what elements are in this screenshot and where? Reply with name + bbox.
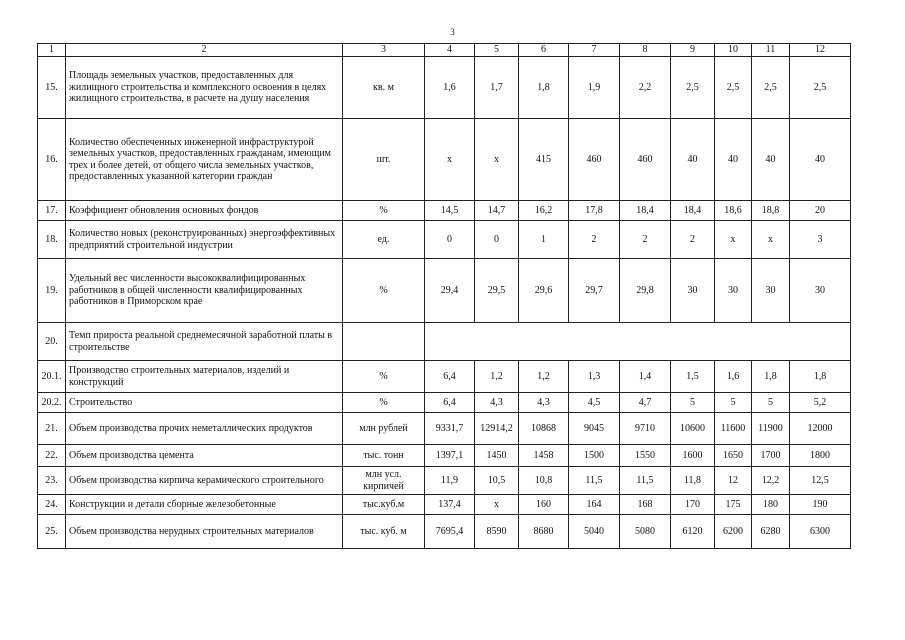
value-cell: 10600 xyxy=(671,413,715,445)
value-cell: 1550 xyxy=(620,445,671,467)
value-cell: 2,5 xyxy=(715,57,752,119)
value-cell: 3 xyxy=(790,221,851,259)
value-cell: 10,5 xyxy=(475,467,519,495)
value-cell: 160 xyxy=(519,495,569,515)
table-row xyxy=(38,323,851,361)
row-number: 25. xyxy=(38,515,66,549)
table-row xyxy=(38,259,851,323)
value-cell: х xyxy=(715,221,752,259)
value-cell: 2 xyxy=(671,221,715,259)
value-cell: 6300 xyxy=(790,515,851,549)
header-cell: 9 xyxy=(671,44,715,57)
value-cell: 40 xyxy=(790,119,851,201)
value-cell: 175 xyxy=(715,495,752,515)
value-cell: 16,2 xyxy=(519,201,569,221)
value-cell: 11,8 xyxy=(671,467,715,495)
value-cell: 11,5 xyxy=(569,467,620,495)
indicator-name: Конструкции и детали сборные железобетонные xyxy=(66,495,343,515)
row-number: 15. xyxy=(38,57,66,119)
indicator-name: Темп прироста реальной среднемесячной заработной платы в строительстве xyxy=(66,323,343,361)
unit-cell: шт. xyxy=(343,119,425,201)
value-cell: 5 xyxy=(715,393,752,413)
value-cell: 29,6 xyxy=(519,259,569,323)
table-row xyxy=(38,445,851,467)
unit-cell: кв. м xyxy=(343,57,425,119)
row-number: 17. xyxy=(38,201,66,221)
value-cell: 12 xyxy=(715,467,752,495)
value-cell: 1800 xyxy=(790,445,851,467)
header-cell: 5 xyxy=(475,44,519,57)
indicator-name: Объем производства кирпича керамического строительного xyxy=(66,467,343,495)
value-cell: 1,8 xyxy=(752,361,790,393)
value-cell: 2,5 xyxy=(790,57,851,119)
header-row xyxy=(38,44,851,57)
value-cell: 29,8 xyxy=(620,259,671,323)
value-cell: 8680 xyxy=(519,515,569,549)
value-cell: 415 xyxy=(519,119,569,201)
value-cell: 2 xyxy=(620,221,671,259)
value-cell: 18,4 xyxy=(620,201,671,221)
value-cell: х xyxy=(475,495,519,515)
value-cell: 1,3 xyxy=(569,361,620,393)
row-number: 19. xyxy=(38,259,66,323)
value-cell: 5080 xyxy=(620,515,671,549)
value-cell: 12,5 xyxy=(790,467,851,495)
value-cell: 190 xyxy=(790,495,851,515)
value-cell: 1,8 xyxy=(790,361,851,393)
value-cell: 6,4 xyxy=(425,393,475,413)
value-cell: 20 xyxy=(790,201,851,221)
value-cell: 170 xyxy=(671,495,715,515)
indicator-name: Количество обеспеченных инженерной инфраструктурой земельных участков, предоставленных гражданам, имеющим трех и более детей, от общего числа земельных участков, предоставленных указанной категории граждан xyxy=(66,119,343,201)
value-cell: 6200 xyxy=(715,515,752,549)
header-cell: 12 xyxy=(790,44,851,57)
value-cell: 460 xyxy=(569,119,620,201)
table-row xyxy=(38,201,851,221)
value-cell: 1,7 xyxy=(475,57,519,119)
table-row xyxy=(38,467,851,495)
row-number: 18. xyxy=(38,221,66,259)
value-cell: 2,5 xyxy=(752,57,790,119)
value-cell: 30 xyxy=(715,259,752,323)
table-row xyxy=(38,119,851,201)
unit-cell: тыс.куб.м xyxy=(343,495,425,515)
value-cell: 5040 xyxy=(569,515,620,549)
value-cell: 11,9 xyxy=(425,467,475,495)
value-cell: 460 xyxy=(620,119,671,201)
value-cell: 4,3 xyxy=(519,393,569,413)
row-number: 21. xyxy=(38,413,66,445)
value-cell: 12914,2 xyxy=(475,413,519,445)
value-cell: 17,8 xyxy=(569,201,620,221)
value-cell: 14,5 xyxy=(425,201,475,221)
unit-cell xyxy=(343,323,425,361)
value-cell: 1,4 xyxy=(620,361,671,393)
table-row xyxy=(38,361,851,393)
value-cell: 2,5 xyxy=(671,57,715,119)
indicator-name: Коэффициент обновления основных фондов xyxy=(66,201,343,221)
header-cell: 11 xyxy=(752,44,790,57)
row-number: 20. xyxy=(38,323,66,361)
indicator-name: Объем производства прочих неметаллических продуктов xyxy=(66,413,343,445)
value-cell: 6280 xyxy=(752,515,790,549)
value-cell: 14,7 xyxy=(475,201,519,221)
header-cell: 3 xyxy=(343,44,425,57)
value-cell: 4,3 xyxy=(475,393,519,413)
unit-cell: % xyxy=(343,201,425,221)
value-cell: 11,5 xyxy=(620,467,671,495)
indicator-name: Удельный вес численности высококвалифицированных работников в общей численности квалифицированных работников в Приморском крае xyxy=(66,259,343,323)
value-cell: 1458 xyxy=(519,445,569,467)
value-cell: 40 xyxy=(752,119,790,201)
value-cell: 137,4 xyxy=(425,495,475,515)
value-cell: 1,8 xyxy=(519,57,569,119)
header-cell: 7 xyxy=(569,44,620,57)
unit-cell: % xyxy=(343,259,425,323)
value-cell: 18,6 xyxy=(715,201,752,221)
header-cell: 6 xyxy=(519,44,569,57)
value-cell: 12,2 xyxy=(752,467,790,495)
value-cell: 1450 xyxy=(475,445,519,467)
table-row xyxy=(38,393,851,413)
header-cell: 2 xyxy=(66,44,343,57)
value-cell: 9710 xyxy=(620,413,671,445)
value-cell: 1 xyxy=(519,221,569,259)
table-row xyxy=(38,221,851,259)
value-cell: 29,7 xyxy=(569,259,620,323)
value-cell: 30 xyxy=(752,259,790,323)
indicator-name: Производство строительных материалов, изделий и конструкций xyxy=(66,361,343,393)
unit-cell: млн усл. кирпичей xyxy=(343,467,425,495)
indicator-name: Количество новых (реконструированных) энергоэффективных предприятий строительной индустрии xyxy=(66,221,343,259)
value-cell: 1600 xyxy=(671,445,715,467)
value-cell: 40 xyxy=(715,119,752,201)
value-cell: 8590 xyxy=(475,515,519,549)
unit-cell: % xyxy=(343,361,425,393)
empty-values-cell xyxy=(425,323,851,361)
indicator-name: Строительство xyxy=(66,393,343,413)
value-cell: 11600 xyxy=(715,413,752,445)
value-cell: 164 xyxy=(569,495,620,515)
header-cell: 4 xyxy=(425,44,475,57)
indicator-name: Объем производства нерудных строительных материалов xyxy=(66,515,343,549)
value-cell: 30 xyxy=(671,259,715,323)
value-cell: 10868 xyxy=(519,413,569,445)
value-cell: 1650 xyxy=(715,445,752,467)
table-row xyxy=(38,57,851,119)
row-number: 20.2. xyxy=(38,393,66,413)
value-cell: 1700 xyxy=(752,445,790,467)
value-cell: 5,2 xyxy=(790,393,851,413)
value-cell: 168 xyxy=(620,495,671,515)
value-cell: х xyxy=(475,119,519,201)
value-cell: 1,6 xyxy=(715,361,752,393)
value-cell: 1500 xyxy=(569,445,620,467)
value-cell: 1,6 xyxy=(425,57,475,119)
header-cell: 8 xyxy=(620,44,671,57)
value-cell: 0 xyxy=(475,221,519,259)
table-row xyxy=(38,413,851,445)
value-cell: х xyxy=(425,119,475,201)
row-number: 22. xyxy=(38,445,66,467)
value-cell: 1,9 xyxy=(569,57,620,119)
value-cell: 1,2 xyxy=(475,361,519,393)
unit-cell: млн рублей xyxy=(343,413,425,445)
value-cell: 10,8 xyxy=(519,467,569,495)
value-cell: 5 xyxy=(752,393,790,413)
table-row xyxy=(38,495,851,515)
value-cell: 1397,1 xyxy=(425,445,475,467)
indicator-name: Объем производства цемента xyxy=(66,445,343,467)
value-cell: 4,5 xyxy=(569,393,620,413)
unit-cell: ед. xyxy=(343,221,425,259)
value-cell: 9045 xyxy=(569,413,620,445)
value-cell: 18,4 xyxy=(671,201,715,221)
value-cell: 40 xyxy=(671,119,715,201)
row-number: 16. xyxy=(38,119,66,201)
indicator-name: Площадь земельных участков, предоставленных для жилищного строительства и комплексного освоения в целях жилищного строительства, в расчете на душу населения xyxy=(66,57,343,119)
value-cell: 1,2 xyxy=(519,361,569,393)
value-cell: 18,8 xyxy=(752,201,790,221)
value-cell: 9331,7 xyxy=(425,413,475,445)
unit-cell: тыс. тонн xyxy=(343,445,425,467)
value-cell: 2 xyxy=(569,221,620,259)
unit-cell: тыс. куб. м xyxy=(343,515,425,549)
value-cell: 30 xyxy=(790,259,851,323)
header-cell: 1 xyxy=(38,44,66,57)
value-cell: 12000 xyxy=(790,413,851,445)
value-cell: 6120 xyxy=(671,515,715,549)
row-number: 24. xyxy=(38,495,66,515)
page-number: 3 xyxy=(450,27,455,37)
row-number: 20.1. xyxy=(38,361,66,393)
value-cell: 5 xyxy=(671,393,715,413)
value-cell: 29,4 xyxy=(425,259,475,323)
value-cell: 1,5 xyxy=(671,361,715,393)
unit-cell: % xyxy=(343,393,425,413)
indicators-table xyxy=(37,43,851,549)
value-cell: 0 xyxy=(425,221,475,259)
value-cell: 7695,4 xyxy=(425,515,475,549)
value-cell: 4,7 xyxy=(620,393,671,413)
value-cell: 29,5 xyxy=(475,259,519,323)
row-number: 23. xyxy=(38,467,66,495)
table-row xyxy=(38,515,851,549)
value-cell: 6,4 xyxy=(425,361,475,393)
value-cell: 11900 xyxy=(752,413,790,445)
header-cell: 10 xyxy=(715,44,752,57)
value-cell: х xyxy=(752,221,790,259)
value-cell: 180 xyxy=(752,495,790,515)
value-cell: 2,2 xyxy=(620,57,671,119)
